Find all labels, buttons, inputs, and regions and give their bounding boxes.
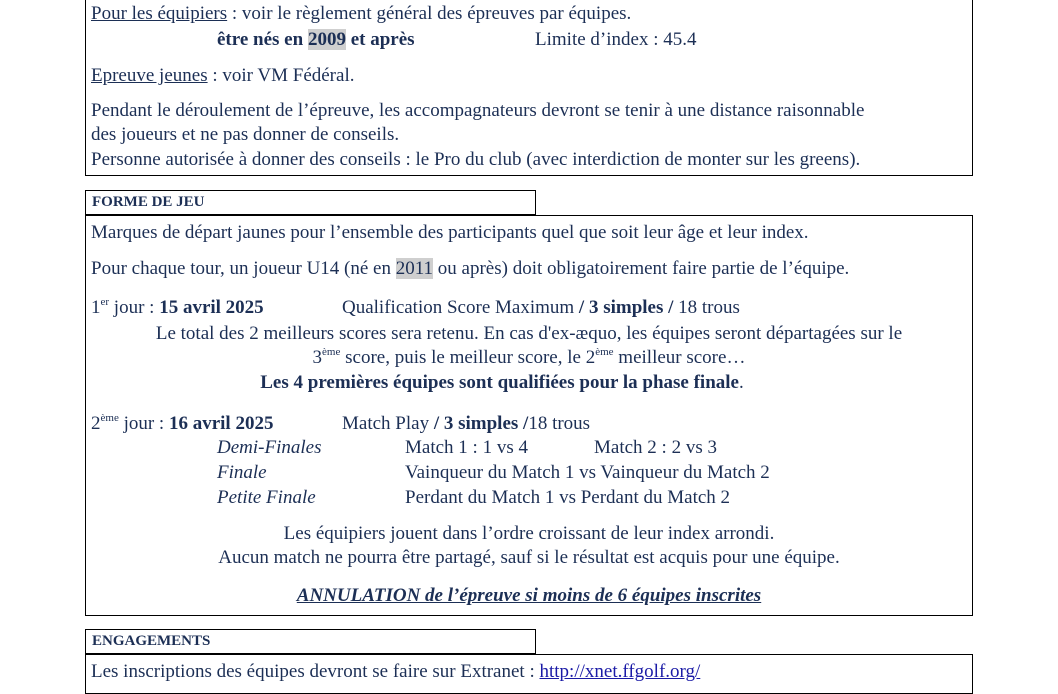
- jeunes-line: [91, 65, 354, 87]
- day1-date: 15 avril 2025: [159, 297, 264, 318]
- day1-sup: er: [100, 295, 110, 308]
- day1-line2-b: score, puis le meilleur score, le 2: [340, 347, 596, 368]
- partage-line: Aucun match ne pourra être partagé, sauf si le résultat est acquis pour une équipe.: [218, 547, 840, 568]
- index-limit: Limite d’index : 45.4: [535, 29, 697, 50]
- ordre-line: Les équipiers jouent dans l’ordre croissant de leur index arrondi.: [283, 523, 775, 544]
- forme-de-jeu-header: FORME DE JEU: [85, 190, 536, 215]
- annulation-line: ANNULATION de l’épreuve si moins de 6 équipes inscrites: [296, 585, 762, 606]
- equipiers-line: [91, 3, 631, 25]
- engagements-header: ENGAGEMENTS: [85, 629, 536, 654]
- day1-line2-sup1: ème: [322, 345, 341, 358]
- round-name: Demi-Finales: [217, 437, 322, 458]
- day1-line2-sup2: ème: [595, 345, 614, 358]
- accompagnateurs-line-1: Pendant le déroulement de l’épreuve, les accompagnateurs devront se tenir à une distance raisonnable: [91, 100, 865, 121]
- day1-label: [91, 297, 264, 319]
- day2-date: 16 avril 2025: [168, 413, 274, 434]
- age-year: 2009: [307, 29, 346, 50]
- jeunes-text: : voir VM Fédéral.: [207, 65, 355, 86]
- day1-num: 1: [91, 297, 101, 318]
- round-match-a: Perdant du Match 1 vs Perdant du Match 2: [405, 487, 731, 508]
- u14-prefix: Pour chaque tour, un joueur U14 (né en: [91, 258, 396, 279]
- round-match-a: Vainqueur du Match 1 vs Vainqueur du Match 2: [405, 462, 770, 483]
- day1-qualif-text: Les 4 premières équipes sont qualifiées pour la phase finale: [260, 372, 739, 393]
- u14-suffix: ou après) doit obligatoirement faire partie de l’équipe.: [433, 258, 850, 279]
- day2-sup: ème: [100, 411, 119, 424]
- round-match-a: Match 1 : 1 vs 4: [405, 437, 528, 458]
- day1-format-b: / 3 simples /: [578, 297, 674, 318]
- day1-format-a: Qualification Score Maximum: [342, 297, 579, 318]
- day1-scoring-line-1: Le total des 2 meilleurs scores sera retenu. En cas d'ex-æquo, les équipes seront départagées sur le: [155, 323, 903, 344]
- extranet-link[interactable]: http://xnet.ffgolf.org/: [539, 661, 701, 682]
- day2-num: 2: [91, 413, 101, 434]
- day1-jour: jour :: [109, 297, 160, 318]
- day1-scoring-line-2: [85, 347, 973, 369]
- day1-line2-a: 3: [312, 347, 323, 368]
- day1-format: [342, 297, 740, 319]
- day1-line2-c: meilleur score…: [613, 347, 746, 368]
- day2-format-a: Match Play: [342, 413, 434, 434]
- conseils-line: Personne autorisée à donner des conseils : le Pro du club (avec interdiction de monter sur les greens).: [91, 149, 861, 170]
- day1-format-c: 18 trous: [673, 297, 740, 318]
- equipiers-label: Pour les équipiers: [91, 3, 228, 24]
- day2-label: [91, 413, 273, 435]
- day2-format-b: / 3 simples /: [433, 413, 529, 434]
- engagements-line: [91, 661, 700, 683]
- accompagnateurs-line-2: des joueurs et ne pas donner de conseils.: [91, 124, 400, 145]
- u14-line: [91, 258, 849, 280]
- day2-format: [342, 413, 590, 435]
- jeunes-label: Epreuve jeunes: [91, 65, 208, 86]
- marques-line: Marques de départ jaunes pour l’ensemble des participants quel que soit leur âge et leur index.: [91, 222, 809, 243]
- engagements-text: Les inscriptions des équipes devront se faire sur Extranet :: [91, 661, 540, 682]
- age-prefix: être nés en: [217, 29, 308, 50]
- day2-format-c: 18 trous: [528, 413, 591, 434]
- round-name: Finale: [217, 462, 267, 483]
- round-match-b: Match 2 : 2 vs 3: [594, 437, 717, 458]
- age-suffix: et après: [345, 29, 415, 50]
- day2-jour: jour :: [118, 413, 169, 434]
- day1-qualif-dot: .: [738, 372, 744, 393]
- round-name: Petite Finale: [217, 487, 316, 508]
- u14-year: 2011: [395, 258, 434, 279]
- day1-qualification: [58, 372, 946, 394]
- equipiers-text: : voir le règlement général des épreuves par équipes.: [227, 3, 632, 24]
- age-requirement: [217, 29, 415, 51]
